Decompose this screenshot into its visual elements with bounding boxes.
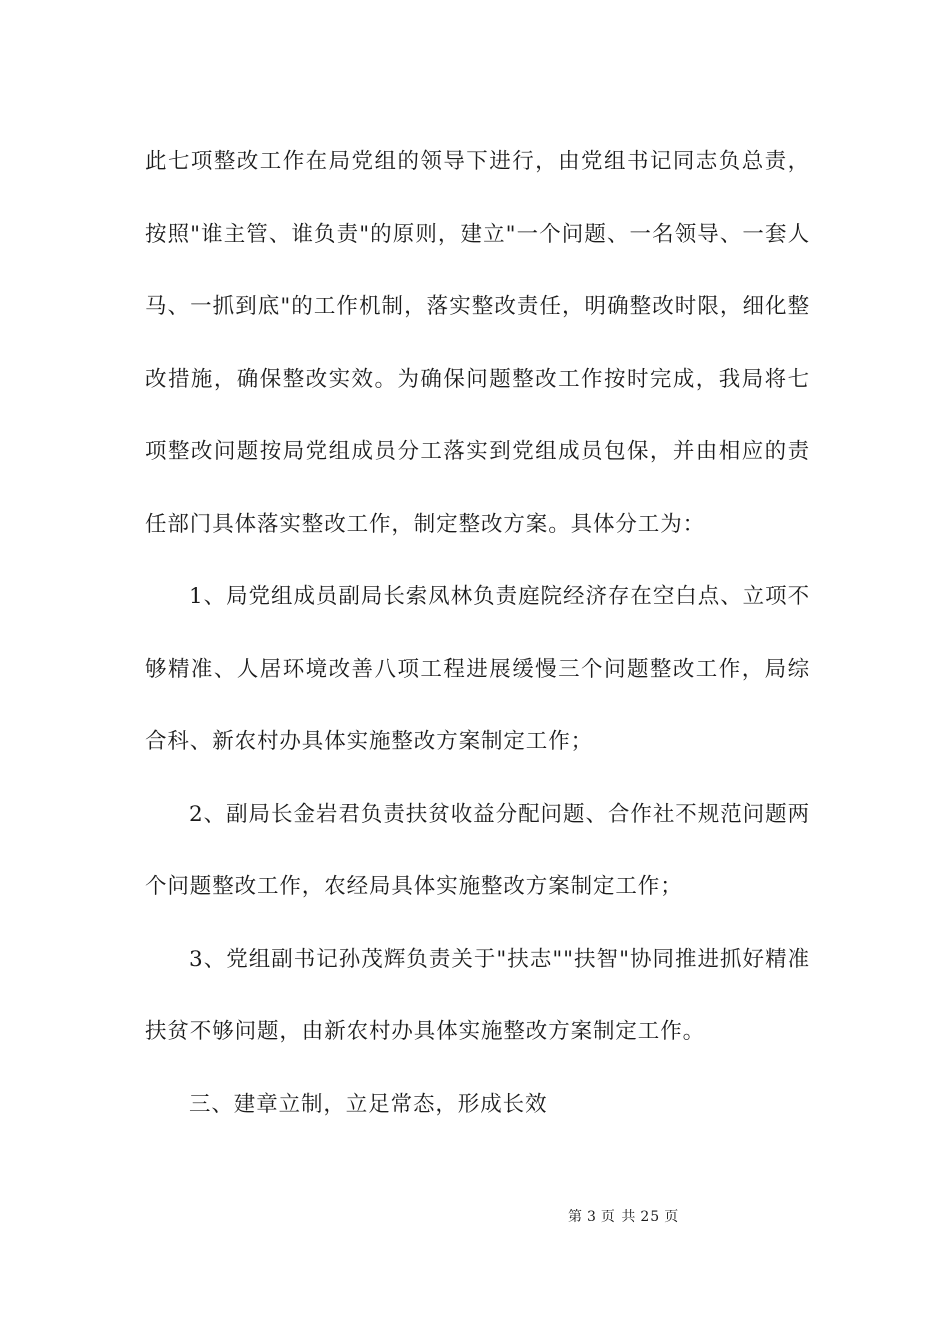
page-number — [566, 1206, 681, 1226]
page-footer — [0, 1206, 950, 1226]
paragraph-item-1: 1、局党组成员副局长索凤林负责庭院经济存在空白点、立项不够精准、人居环境改善八项工程进展缓慢三个问题整改工作，局综合科、新农村办具体实施整改方案制定工作； — [145, 584, 810, 754]
paragraph-intro: 此七项整改工作在局党组的领导下进行，由党组书记同志负总责，按照"谁主管、谁负责"的原则，建立"一个问题、一名领导、一套人马、一抓到底"的工作机制，落实整改责任，明确整改时限，细化整改措施，确保整改实效。为确保问题整改工作按时完成，我局将七项整改问题按局党组成员分工落实到党组成员包保，并由相应的责任部门具体落实整改工作，制定整改方案。具体分工为： — [145, 149, 810, 537]
page-label-suffix: 页 — [664, 1209, 680, 1225]
paragraph-item-3: 3、党组副书记孙茂辉负责关于"扶志""扶智"协同推进抓好精准扶贫不够问题，由新农村办具体实施整改方案制定工作。 — [145, 946, 810, 1044]
paragraph-item-2: 2、副局长金岩君负责扶贫收益分配问题、合作社不规范问题两个问题整改工作，农经局具体实施整改方案制定工作； — [145, 801, 810, 899]
section-heading: 三、建章立制，立足常态，形成长效 — [189, 1091, 548, 1117]
current-page: 3 — [587, 1209, 597, 1225]
document-body — [145, 126, 810, 1141]
total-pages: 25 — [640, 1209, 661, 1225]
page-label-prefix: 第 — [568, 1209, 583, 1225]
page-label-mid: 页 共 — [600, 1209, 637, 1225]
